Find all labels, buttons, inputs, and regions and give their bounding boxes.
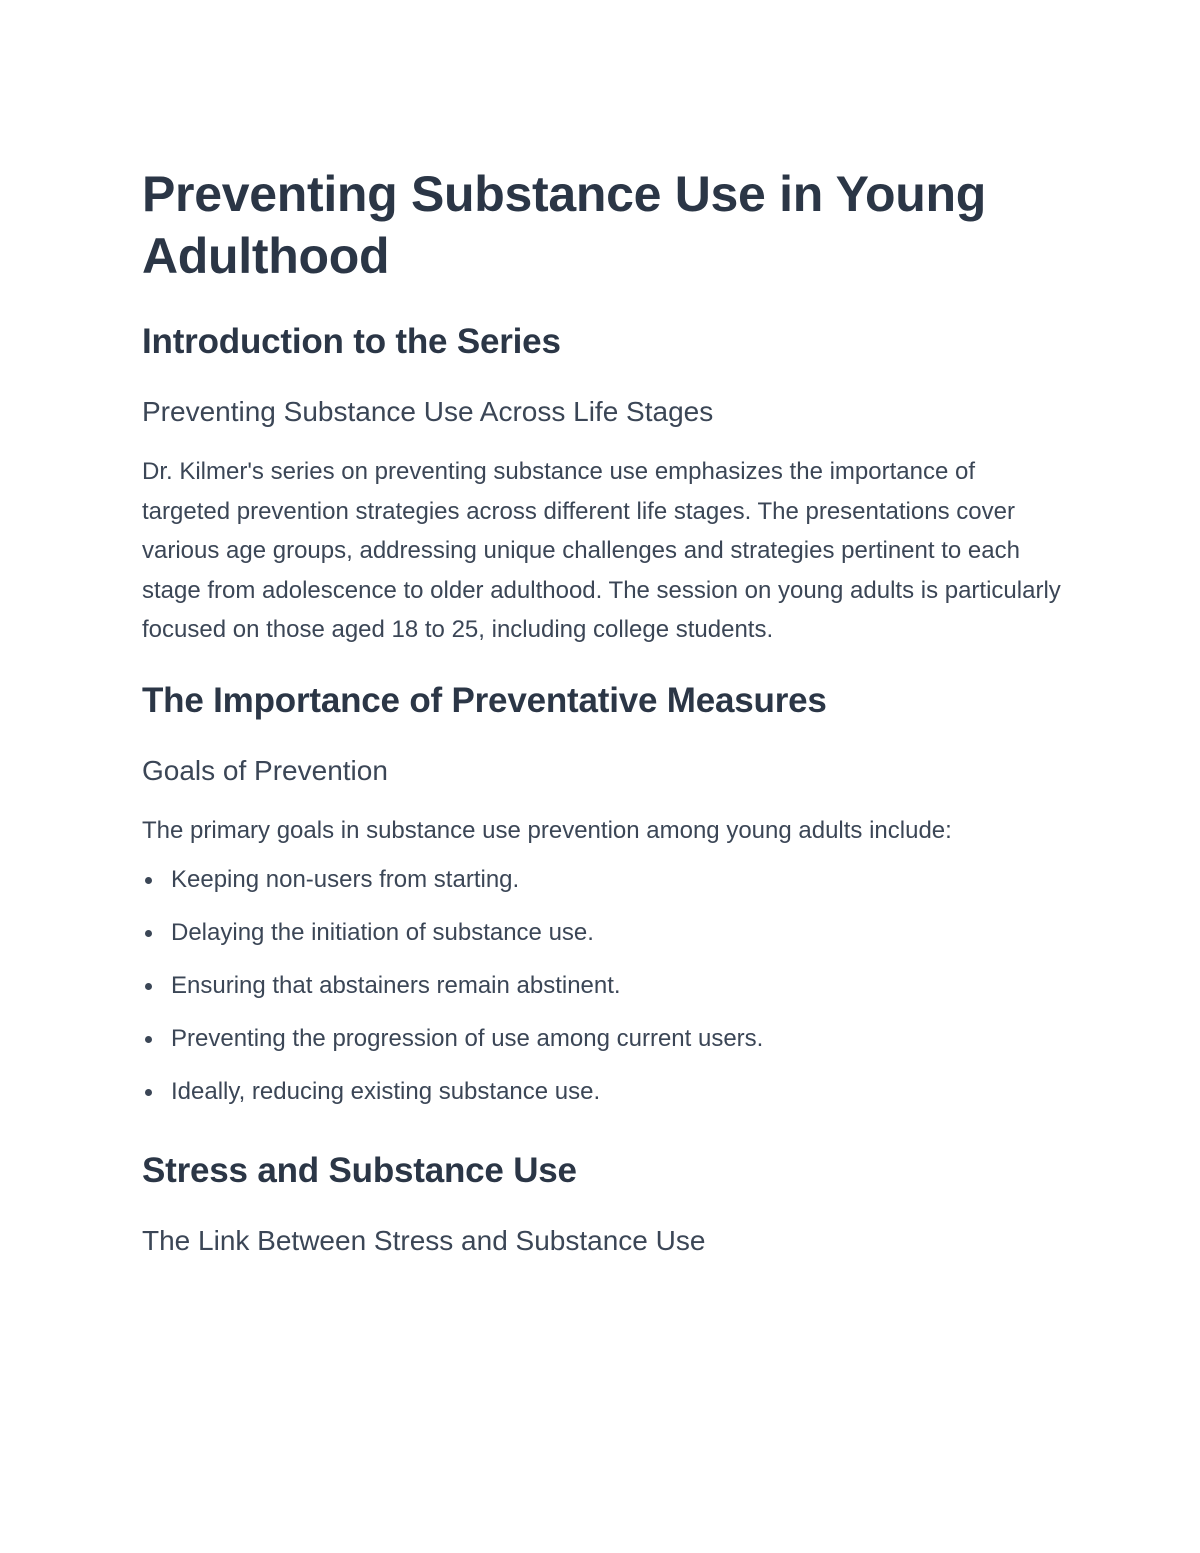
- list-item-text: Ensuring that abstainers remain abstinent.: [171, 972, 621, 999]
- list-item: [142, 1076, 1062, 1108]
- list-item: [142, 864, 1062, 896]
- list-item-text: Ideally, reducing existing substance use.: [171, 1078, 601, 1105]
- bullet-icon: [145, 1089, 152, 1096]
- list-item-text: Keeping non-users from starting.: [171, 866, 520, 893]
- list-item: [142, 917, 1062, 949]
- list-item-text: Preventing the progression of use among current users.: [171, 1025, 764, 1052]
- intro-paragraph: Dr. Kilmer's series on preventing substance use emphasizes the importance of targeted prevention strategies across different life stages. The presentations cover various age groups, addressing unique challenges and strategies pertinent to each stage from adolescence to older adulthood. The session on young adults is particularly focused on those aged 18 to 25, including college students.: [142, 458, 1061, 643]
- list-item: [142, 1023, 1062, 1055]
- goals-list: [142, 864, 1062, 1108]
- goals-paragraph: The primary goals in substance use prevention among young adults include:: [142, 816, 952, 844]
- section-heading-introduction: Introduction to the Series: [142, 322, 561, 361]
- bullet-icon: [145, 930, 152, 937]
- list-item: [142, 970, 1062, 1002]
- page-title: Preventing Substance Use in Young Adulthood: [142, 166, 986, 284]
- bullet-icon: [145, 983, 152, 990]
- document-page: [142, 163, 1062, 1259]
- bullet-icon: [145, 877, 152, 884]
- section-subheading-life-stages: Preventing Substance Use Across Life Stages: [142, 396, 714, 427]
- section-heading-stress: Stress and Substance Use: [142, 1151, 577, 1190]
- section-subheading-stress-link: The Link Between Stress and Substance Use: [142, 1225, 706, 1256]
- list-item-text: Delaying the initiation of substance use.: [171, 919, 594, 946]
- section-subheading-goals: Goals of Prevention: [142, 754, 388, 786]
- section-heading-importance: The Importance of Preventative Measures: [142, 680, 827, 720]
- bullet-icon: [145, 1036, 152, 1043]
